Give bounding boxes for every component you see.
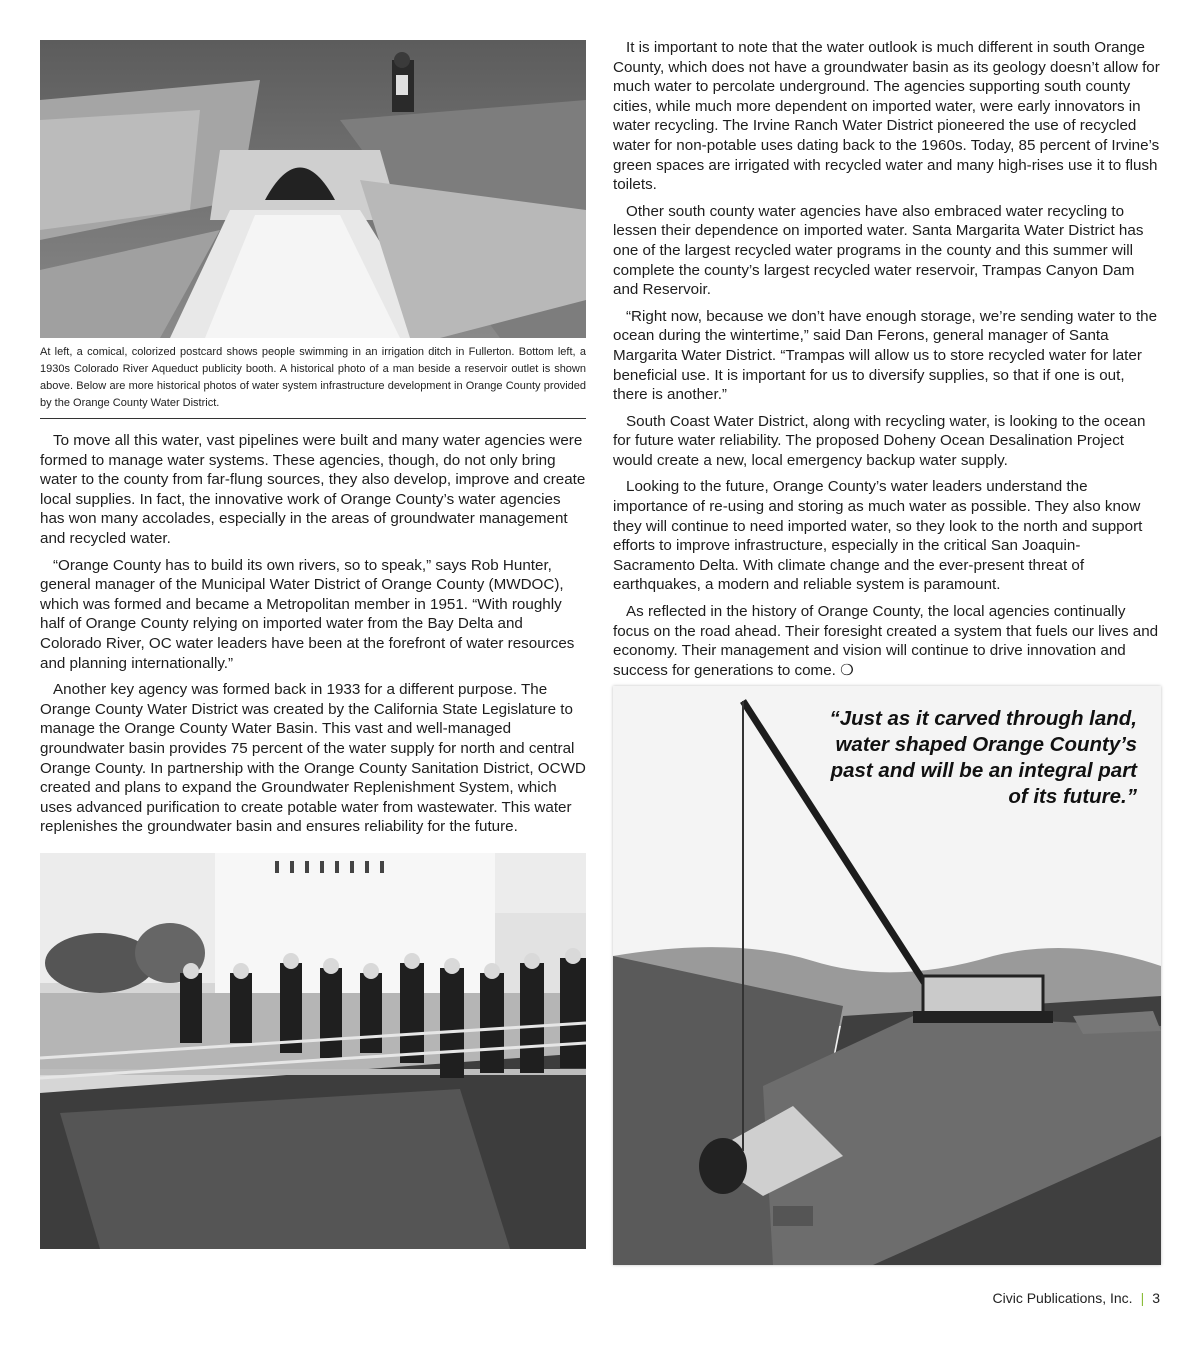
reservoir-outlet-photo: [40, 40, 586, 338]
left-column: [40, 40, 586, 1249]
page-footer: [993, 1290, 1161, 1306]
publisher-name: Civic Publications, Inc.: [992, 1290, 1133, 1306]
right-paragraph-4: South Coast Water District, along with recycling water, is looking to the ocean for future water reliability. The proposed Doheny Ocean Desalination Project would create a new, local emergency backup water supply.: [613, 412, 1146, 469]
footer-separator: |: [1140, 1290, 1145, 1306]
right-paragraph-6: As reflected in the history of Orange County, the local agencies continually focus on the road ahead. Their foresight created a system that fuels our lives and economy. Their management and vision will continue to drive innovation and success for generations to come. ❍: [613, 603, 1159, 679]
right-paragraph-3: “Right now, because we don’t have enough storage, we’re sending water to the ocean during the wintertime,” said Dan Ferons, general manager of Santa Margarita Water District. “Trampas will allow us to store recycled water for later beneficial use. It is important for us to diversify supplies, so that if one is out, there is another.”: [613, 307, 1158, 404]
treatment-plant-tour-photo: [40, 853, 586, 1249]
right-paragraph-5: Looking to the future, Orange County’s water leaders understand the importance of re-using and storing as much water as possible. They also know they will continue to need imported water, so they look to the north and support efforts to improve infrastructure, especially in the critical San Joaquin-Sacramento Delta. With climate change and the ever-present threat of earthquakes, a modern and reliable system is paramount.: [613, 478, 1143, 594]
pull-quote: “Just as it carved through land, water shaped Orange County’s past and will be an integral part of its future.”: [829, 707, 1137, 808]
left-paragraph-2: “Orange County has to build its own rivers, so to speak,” says Rob Hunter, general manager of the Municipal Water District of Orange County (MWDOC), which was formed and became a Metropolitan member in 1951. “With roughly half of Orange County relying on imported water from the Bay Delta and Colorado River, OC water leaders have been at the forefront of water resources and planning internationally.”: [40, 556, 575, 672]
right-column: [613, 38, 1161, 687]
left-paragraph-3: Another key agency was formed back in 1933 for a different purpose. The Orange County Water District was created by the California State Legislature to manage the Orange County Water Basin. This vast and well-managed groundwater basin provides 75 percent of the water supply for north and central Orange County. In partnership with the Orange County Sanitation District, OCWD created and plans to expand the Groundwater Replenishment System, which uses advanced purification to create potable water from wastewater. This water replenishes the groundwater basin and ensures reliability for the future.: [40, 681, 586, 836]
crane-pipeline-photo: [613, 686, 1161, 1265]
page-number: 3: [1152, 1290, 1160, 1306]
photo-caption: At left, a comical, colorized postcard shows people swimming in an irrigation ditch in Fullerton. Bottom left, a 1930s Colorado River Aqueduct publicity booth. A historical photo of a man beside a reservoir outlet is shown above. Below are more historical photos of water system infrastructure development in Orange County provided by the Orange County Water District.: [40, 338, 586, 419]
left-paragraph-1: To move all this water, vast pipelines were built and many water agencies were formed to manage water systems. These agencies, though, do not only bring water to the county from far-flung sources, they also develop, improve and create local supplies. In fact, the innovative work of Orange County’s water agencies has won many accolades, especially in the areas of groundwater management and recycled water.: [40, 432, 586, 547]
right-paragraph-1: It is important to note that the water outlook is much different in south Orange County, which does not have a groundwater basin as its geology doesn’t allow for much water to percolate underground. The agencies supporting south county cities, while much more dependent on imported water, were early innovators in water recycling. The Irvine Ranch Water District pioneered the use of recycled water for non-potable uses dating back to the 1960s. Today, 85 percent of Irvine’s green spaces are irrigated with recycled water and many high-rises use it to flush toilets.: [613, 39, 1160, 194]
right-paragraph-2: Other south county water agencies have also embraced water recycling to lessen their dependence on imported water. Santa Margarita Water District has one of the largest recycled water programs in the county and this summer will complete the county’s largest recycled water reservoir, Trampas Canyon Dam and Reservoir.: [613, 202, 1144, 299]
